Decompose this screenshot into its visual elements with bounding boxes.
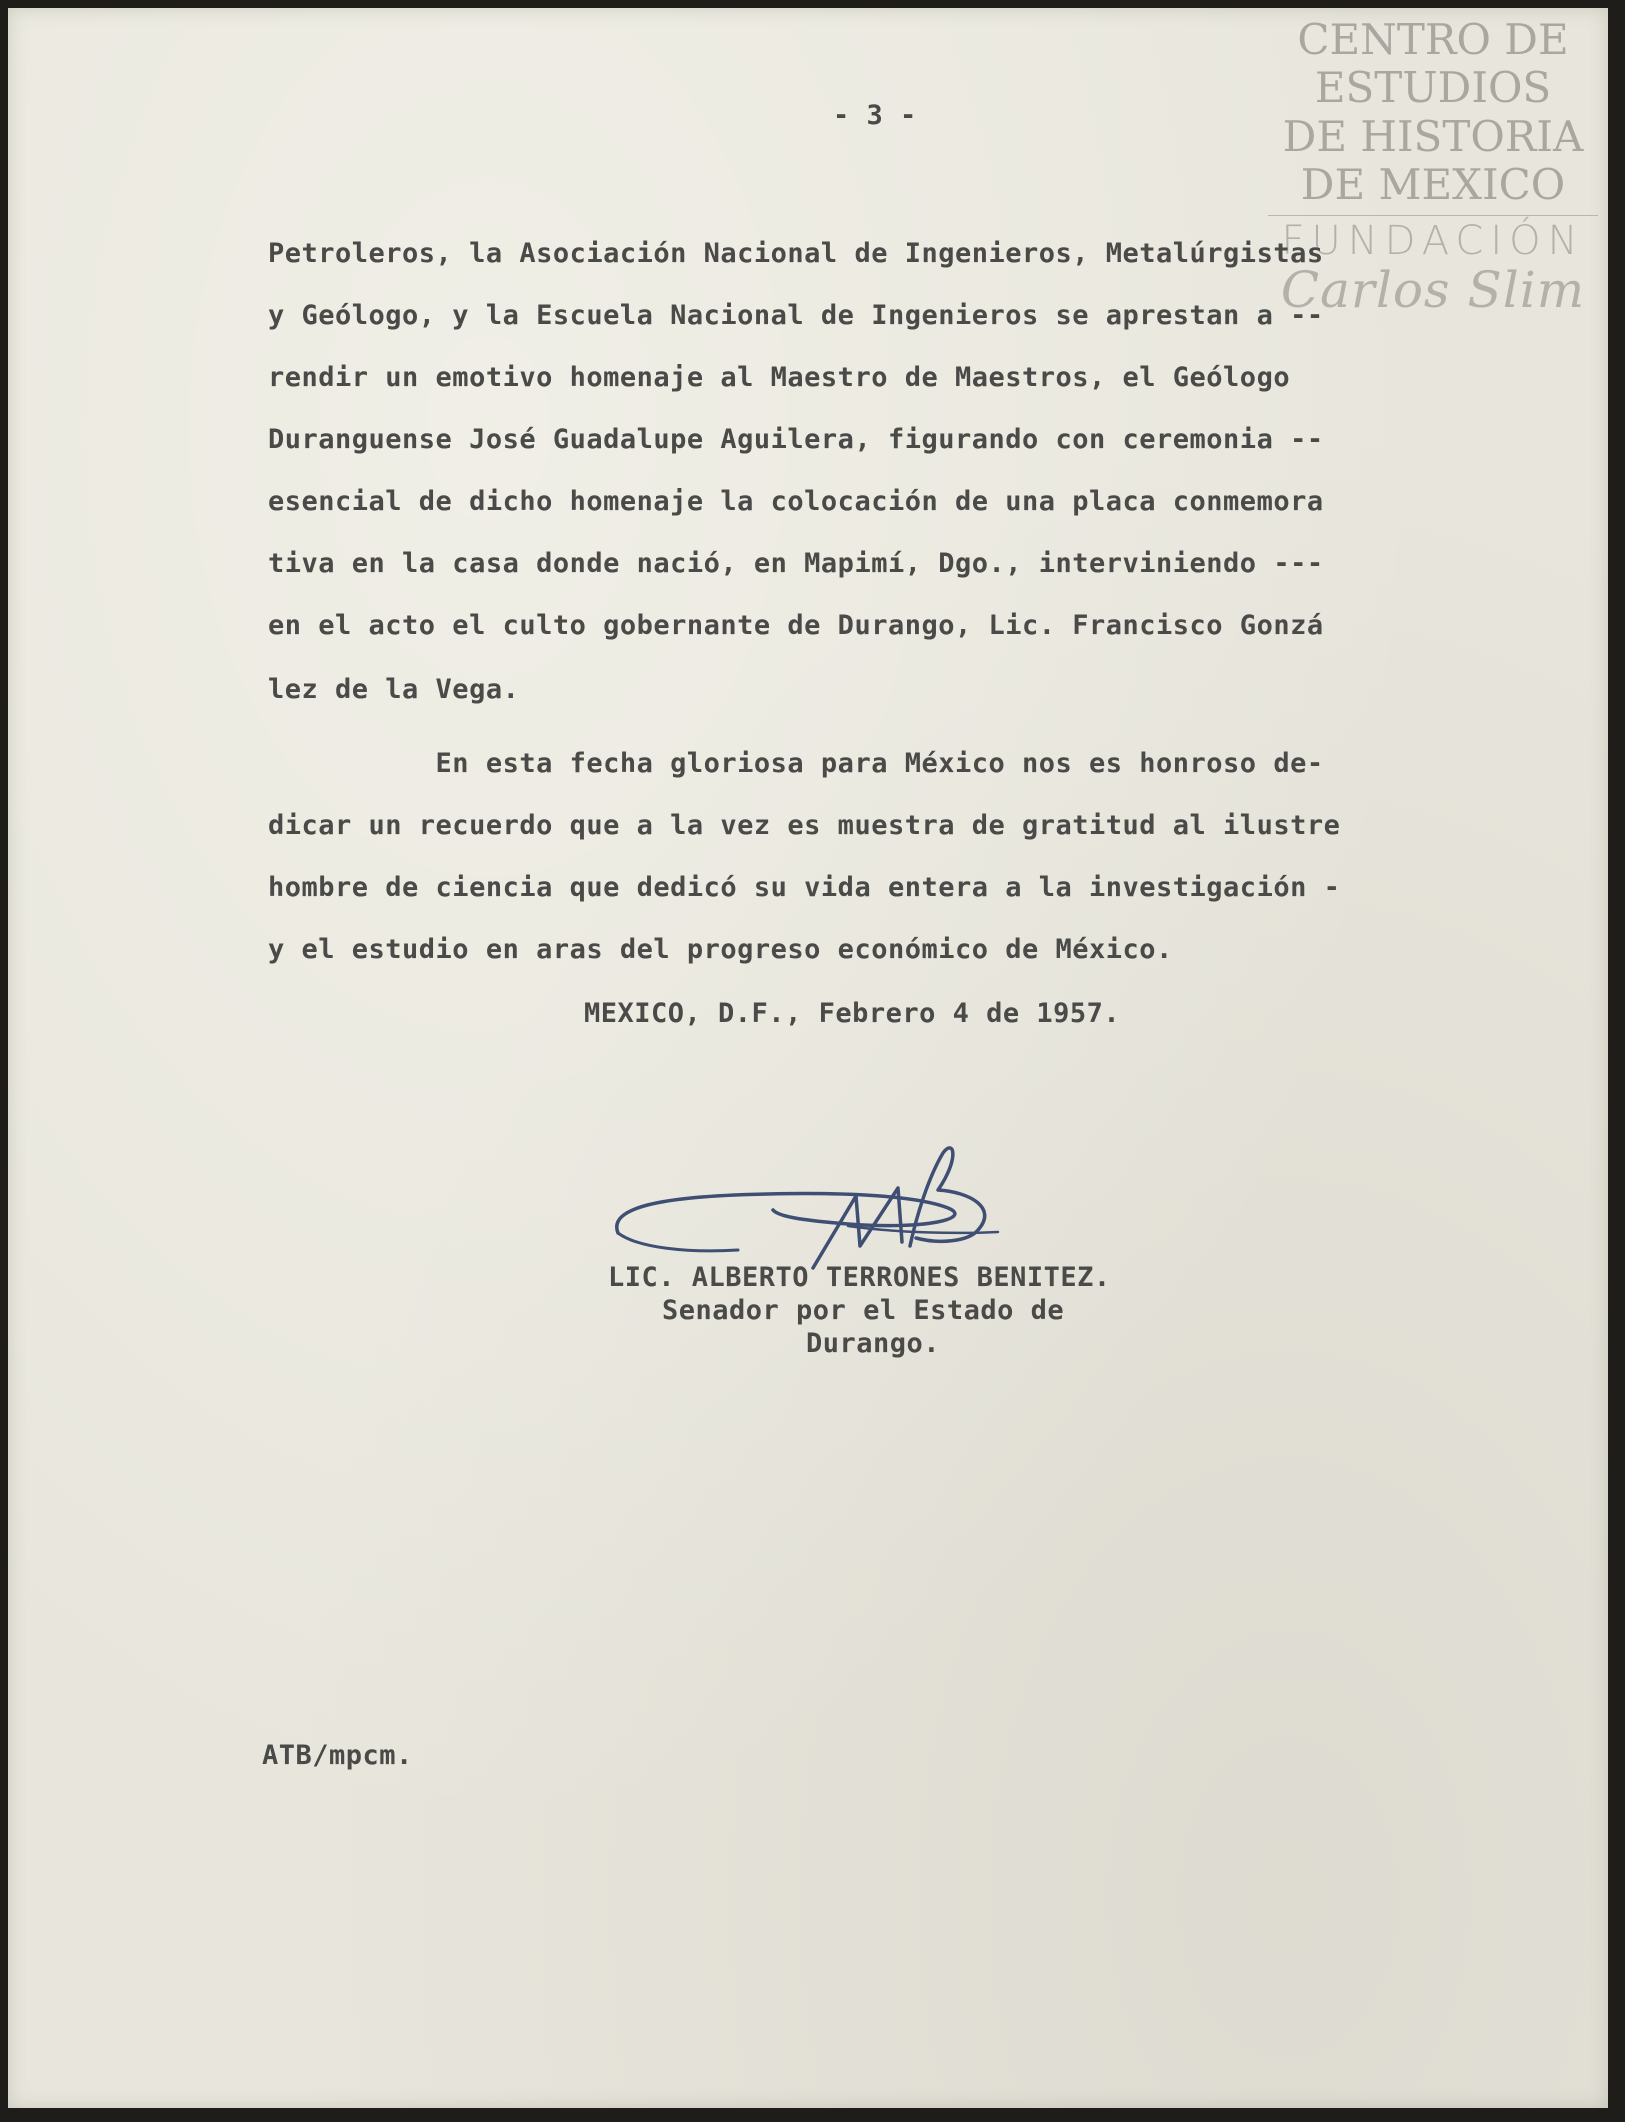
reference-initials: ATB/mpcm. [262, 1740, 413, 1771]
paragraph-1-line-3: rendir un emotivo homenaje al Maestro de Maestros, el Geólogo [268, 362, 1291, 393]
watermark-divider [1268, 215, 1598, 216]
paragraph-1-line-1: Petroleros, la Asociación Nacional de Ingenieros, Metalúrgistas [268, 238, 1324, 269]
archive-watermark [1268, 16, 1598, 320]
paragraph-2-line-2: dicar un recuerdo que a la vez es muestra de gratitud al ilustre [268, 810, 1341, 841]
watermark-line-3: DE HISTORIA [1282, 111, 1584, 161]
watermark-line-5: FUNDACIÓN [1281, 218, 1585, 265]
paragraph-1-line-8: lez de la Vega. [268, 674, 520, 705]
paragraph-1-line-6: tiva en la casa donde nació, en Mapimí, Dgo., interviniendo --- [268, 548, 1324, 579]
paragraph-2-line-1: En esta fecha gloriosa para México nos es honroso de- [268, 748, 1324, 779]
watermark-line-2: ESTUDIOS [1314, 63, 1552, 113]
signatory-title-line-1: Senador por el Estado de [662, 1295, 1065, 1326]
paragraph-1-line-4: Duranguense José Guadalupe Aguilera, figurando con ceremonia -- [268, 424, 1324, 455]
date-line: MEXICO, D.F., Febrero 4 de 1957. [584, 998, 1121, 1029]
paragraph-1-line-5: esencial de dicho homenaje la colocación de una placa conmemora [268, 486, 1324, 517]
watermark-line-1: CENTRO DE [1297, 15, 1569, 64]
paragraph-2-line-3: hombre de ciencia que dedicó su vida entera a la investigación - [268, 872, 1341, 903]
watermark-line-4: DE MEXICO [1300, 159, 1566, 209]
paragraph-1-line-7: en el acto el culto gobernante de Durango, Lic. Francisco Gonzá [268, 610, 1324, 641]
signatory-title-line-2: Durango. [806, 1328, 941, 1359]
paragraph-2-line-4: y el estudio en aras del progreso económico de México. [268, 934, 1173, 965]
signatory-name: LIC. ALBERTO TERRONES BENITEZ. [608, 1262, 1111, 1293]
paragraph-1-line-2: y Geólogo, y la Escuela Nacional de Ingenieros se aprestan a -- [268, 300, 1324, 331]
page-number: - 3 - [833, 100, 917, 131]
watermark-line-6: Carlos Slim [1280, 261, 1586, 320]
document-page [8, 8, 1608, 2108]
